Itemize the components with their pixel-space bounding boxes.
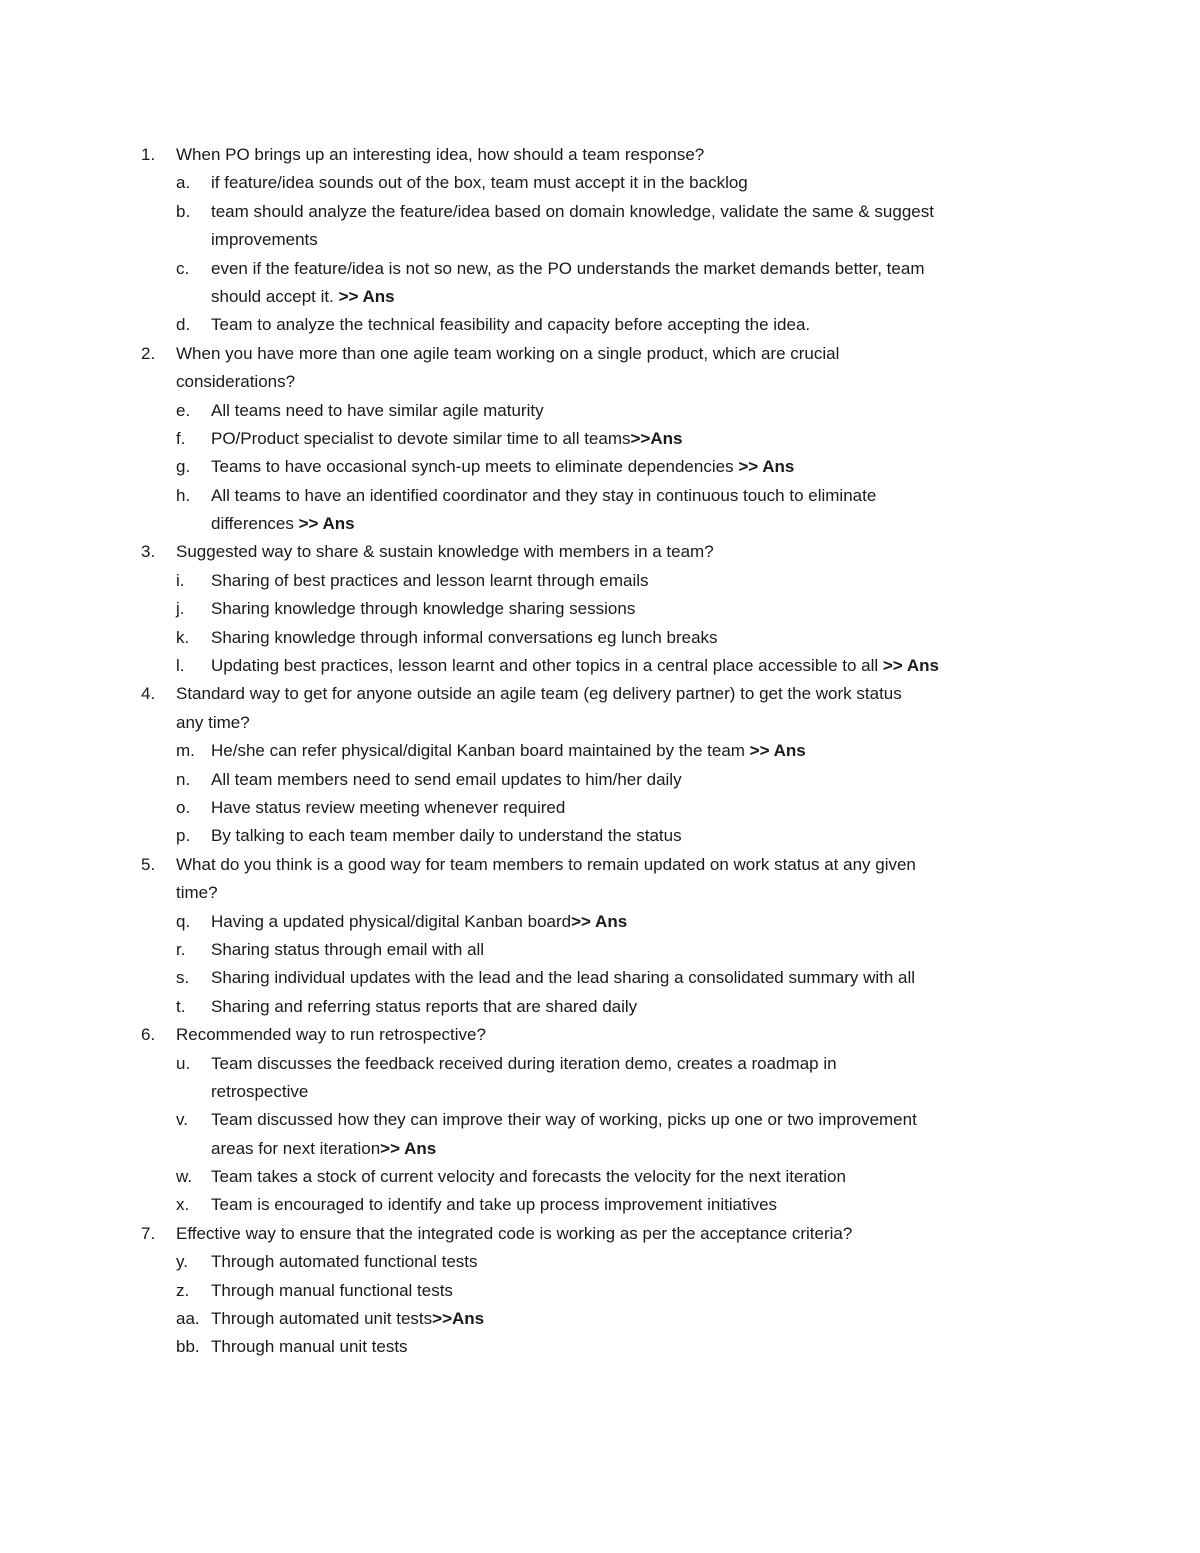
option-text: [211, 794, 565, 822]
option-text-content: improvements: [211, 230, 318, 250]
option-letter: u.: [176, 1053, 191, 1073]
answer-marker: >> Ans: [571, 911, 628, 931]
answer-option: [0, 1163, 1200, 1191]
question-item: [0, 340, 1200, 539]
answer-option: [0, 198, 1200, 255]
question-text: Recommended way to run retrospective?: [176, 1025, 486, 1045]
option-line: [0, 1277, 1200, 1305]
option-line: [0, 311, 1200, 339]
option-text: [211, 1163, 846, 1191]
answer-option: [0, 397, 1200, 425]
option-letter: b.: [176, 201, 191, 221]
question-number: 4.: [141, 684, 156, 704]
question-text: What do you think is a good way for team members to remain updated on work status at any given: [176, 854, 916, 874]
option-letter: e.: [176, 400, 191, 420]
question-list: [0, 141, 1200, 1362]
question-text: any time?: [176, 712, 250, 732]
answer-option: [0, 964, 1200, 992]
answer-option: [0, 936, 1200, 964]
option-text-content: Sharing of best practices and lesson learnt through emails: [211, 570, 649, 590]
option-text: [211, 169, 748, 197]
option-letter: d.: [176, 315, 191, 335]
option-letter: t.: [176, 996, 186, 1016]
option-text-content: Team is encouraged to identify and take up process improvement initiatives: [211, 1195, 778, 1215]
option-text: [211, 1050, 837, 1078]
option-text-content: if feature/idea sounds out of the box, team must accept it in the backlog: [211, 173, 748, 193]
answer-option: [0, 1277, 1200, 1305]
option-text: [211, 624, 718, 652]
answer-option: [0, 1248, 1200, 1276]
question-item: [0, 680, 1200, 850]
question-item: [0, 851, 1200, 1021]
option-text-content: All teams need to have similar agile maturity: [211, 400, 544, 420]
answer-option: [0, 766, 1200, 794]
question-number: 7.: [141, 1223, 156, 1243]
option-line: [0, 482, 1200, 510]
option-line: [0, 1333, 1200, 1361]
option-letter: l.: [176, 656, 185, 676]
question-number: 1.: [141, 145, 156, 164]
option-line: [0, 198, 1200, 226]
option-letter: x.: [176, 1195, 190, 1215]
answer-option: [0, 1333, 1200, 1361]
option-line: [0, 1050, 1200, 1078]
question-continuation-line: [0, 368, 1200, 396]
answer-marker: >> Ans: [338, 286, 395, 306]
option-line: [0, 1248, 1200, 1276]
option-text: [211, 737, 806, 765]
option-text: [211, 1333, 408, 1361]
option-line: [0, 908, 1200, 936]
option-text-content: Team to analyze the technical feasibility and capacity before accepting the idea.: [211, 315, 811, 335]
answer-marker: >> Ans: [749, 741, 806, 761]
option-text: [211, 1106, 917, 1134]
option-letter: c.: [176, 258, 190, 278]
question-line: [0, 1021, 1200, 1049]
option-letter: w.: [176, 1167, 193, 1187]
option-text-content: PO/Product specialist to devote similar time to all teams: [211, 428, 631, 448]
question-item: [0, 1220, 1200, 1362]
option-text-content: areas for next iteration: [211, 1138, 381, 1158]
option-text: [211, 1191, 777, 1219]
question-text: Standard way to get for anyone outside an agile team (eg delivery partner) to get the work status: [176, 684, 902, 704]
answer-option: [0, 311, 1200, 339]
option-letter: m.: [176, 741, 195, 761]
option-text: [211, 510, 355, 538]
question-text: When PO brings up an interesting idea, how should a team response?: [176, 145, 705, 164]
option-letter: v.: [176, 1110, 188, 1130]
option-text-content: differences: [211, 514, 299, 534]
option-line: [0, 794, 1200, 822]
answer-option: [0, 595, 1200, 623]
option-letter: h.: [176, 485, 191, 505]
option-text: [211, 652, 939, 680]
option-text-content: Team discusses the feedback received during iteration demo, creates a roadmap in: [211, 1053, 837, 1073]
option-letter: bb.: [176, 1337, 200, 1357]
question-item: [0, 538, 1200, 680]
option-text-content: Through manual functional tests: [211, 1280, 453, 1300]
option-text: [211, 425, 682, 453]
option-line: [0, 766, 1200, 794]
option-continuation-line: [0, 226, 1200, 254]
option-text-content: Have status review meeting whenever required: [211, 797, 566, 817]
question-continuation-line: [0, 879, 1200, 907]
question-line: [0, 340, 1200, 368]
option-line: [0, 169, 1200, 197]
option-text: [211, 567, 649, 595]
option-text-content: Through automated functional tests: [211, 1252, 478, 1272]
answer-marker: >>Ans: [432, 1309, 485, 1329]
option-text: [211, 453, 794, 481]
question-number: 6.: [141, 1025, 156, 1045]
option-text-content: Sharing and referring status reports that are shared daily: [211, 996, 638, 1016]
option-text-content: Sharing knowledge through informal conversations eg lunch breaks: [211, 627, 718, 647]
answer-option: [0, 822, 1200, 850]
answer-marker: >> Ans: [298, 514, 355, 534]
option-letter: s.: [176, 968, 190, 988]
option-line: [0, 1163, 1200, 1191]
option-text-content: Team takes a stock of current velocity and forecasts the velocity for the next iteration: [211, 1167, 846, 1187]
option-letter: o.: [176, 797, 191, 817]
question-line: [0, 538, 1200, 566]
option-text: [211, 397, 544, 425]
answer-option: [0, 993, 1200, 1021]
option-text-content: All team members need to send email updates to him/her daily: [211, 769, 682, 789]
option-text: [211, 936, 484, 964]
option-line: [0, 397, 1200, 425]
option-text-content: Through manual unit tests: [211, 1337, 408, 1357]
option-text: [211, 226, 318, 254]
answer-option: [0, 482, 1200, 539]
option-text: [211, 595, 635, 623]
option-letter: q.: [176, 911, 191, 931]
answer-option: [0, 794, 1200, 822]
option-letter: z.: [176, 1280, 190, 1300]
answer-option: [0, 1305, 1200, 1333]
question-line: [0, 1220, 1200, 1248]
answer-marker: >> Ans: [882, 656, 939, 676]
question-number: 5.: [141, 854, 156, 874]
answer-option: [0, 255, 1200, 312]
option-line: [0, 822, 1200, 850]
question-text: Suggested way to share & sustain knowledge with members in a team?: [176, 542, 714, 562]
option-text: [211, 255, 924, 283]
option-text: [211, 1078, 308, 1106]
option-text-content: Sharing status through email with all: [211, 939, 485, 959]
question-text: When you have more than one agile team working on a single product, which are crucial: [176, 343, 840, 363]
question-line: [0, 680, 1200, 708]
option-text-content: Through automated unit tests: [211, 1309, 433, 1329]
option-letter: r.: [176, 939, 186, 959]
option-continuation-line: [0, 1135, 1200, 1163]
answer-option: [0, 567, 1200, 595]
option-text: [211, 1305, 484, 1333]
option-line: [0, 1106, 1200, 1134]
option-text: [211, 822, 682, 850]
option-text: [211, 198, 934, 226]
option-line: [0, 453, 1200, 481]
option-letter: a.: [176, 173, 191, 193]
option-text-content: All teams to have an identified coordinator and they stay in continuous touch to eliminate: [211, 485, 877, 505]
answer-option: [0, 1191, 1200, 1219]
option-line: [0, 567, 1200, 595]
option-continuation-line: [0, 283, 1200, 311]
option-text: [211, 1248, 478, 1276]
option-text-content: By talking to each team member daily to understand the status: [211, 826, 682, 846]
option-letter: k.: [176, 627, 190, 647]
option-text: [211, 482, 876, 510]
answer-marker: >> Ans: [738, 457, 795, 477]
option-text-content: team should analyze the feature/idea based on domain knowledge, validate the same & suggest: [211, 201, 934, 221]
answer-option: [0, 1106, 1200, 1163]
option-letter: aa.: [176, 1309, 200, 1329]
question-text: time?: [176, 883, 218, 903]
option-text-content: Team discussed how they can improve their way of working, picks up one or two improvement: [211, 1110, 917, 1130]
option-line: [0, 737, 1200, 765]
question-text: considerations?: [176, 372, 296, 392]
answer-option: [0, 169, 1200, 197]
option-line: [0, 595, 1200, 623]
option-letter: n.: [176, 769, 191, 789]
option-line: [0, 936, 1200, 964]
question-number: 2.: [141, 343, 156, 363]
option-letter: i.: [176, 570, 185, 590]
option-text-content: Having a updated physical/digital Kanban board: [211, 911, 572, 931]
answer-marker: >> Ans: [380, 1138, 437, 1158]
option-line: [0, 993, 1200, 1021]
option-text: [211, 311, 810, 339]
option-letter: f.: [176, 428, 186, 448]
option-text: [211, 766, 682, 794]
option-text-content: retrospective: [211, 1081, 309, 1101]
answer-option: [0, 453, 1200, 481]
answer-option: [0, 652, 1200, 680]
option-text-content: He/she can refer physical/digital Kanban board maintained by the team: [211, 741, 750, 761]
option-text-content: Sharing individual updates with the lead and the lead sharing a consolidated summary with all: [211, 968, 916, 988]
option-text-content: even if the feature/idea is not so new, as the PO understands the market demands better, team: [211, 258, 925, 278]
option-text-content: Teams to have occasional synch-up meets to eliminate dependencies: [211, 457, 739, 477]
option-line: [0, 964, 1200, 992]
option-text: [211, 908, 627, 936]
option-line: [0, 1305, 1200, 1333]
option-line: [0, 255, 1200, 283]
answer-option: [0, 737, 1200, 765]
question-text: Effective way to ensure that the integrated code is working as per the acceptance criteria?: [176, 1223, 853, 1243]
option-line: [0, 425, 1200, 453]
answer-option: [0, 1050, 1200, 1107]
option-text: [211, 283, 395, 311]
option-letter: p.: [176, 826, 191, 846]
answer-marker: >>Ans: [630, 428, 683, 448]
question-item: [0, 1021, 1200, 1220]
option-line: [0, 1191, 1200, 1219]
option-continuation-line: [0, 510, 1200, 538]
option-letter: y.: [176, 1252, 188, 1272]
question-continuation-line: [0, 709, 1200, 737]
option-line: [0, 624, 1200, 652]
option-text: [211, 964, 915, 992]
question-number: 3.: [141, 542, 156, 562]
question-line: [0, 851, 1200, 879]
answer-option: [0, 908, 1200, 936]
option-text: [211, 1135, 436, 1163]
option-text-content: should accept it.: [211, 286, 339, 306]
option-continuation-line: [0, 1078, 1200, 1106]
answer-option: [0, 425, 1200, 453]
option-text: [211, 993, 637, 1021]
question-line: [0, 141, 1200, 169]
option-line: [0, 652, 1200, 680]
option-text: [211, 1277, 453, 1305]
option-letter: g.: [176, 457, 191, 477]
question-item: [0, 141, 1200, 340]
option-letter: j.: [176, 599, 185, 619]
option-text-content: Sharing knowledge through knowledge sharing sessions: [211, 599, 636, 619]
answer-option: [0, 624, 1200, 652]
option-text-content: Updating best practices, lesson learnt and other topics in a central place accessible to all: [211, 656, 883, 676]
